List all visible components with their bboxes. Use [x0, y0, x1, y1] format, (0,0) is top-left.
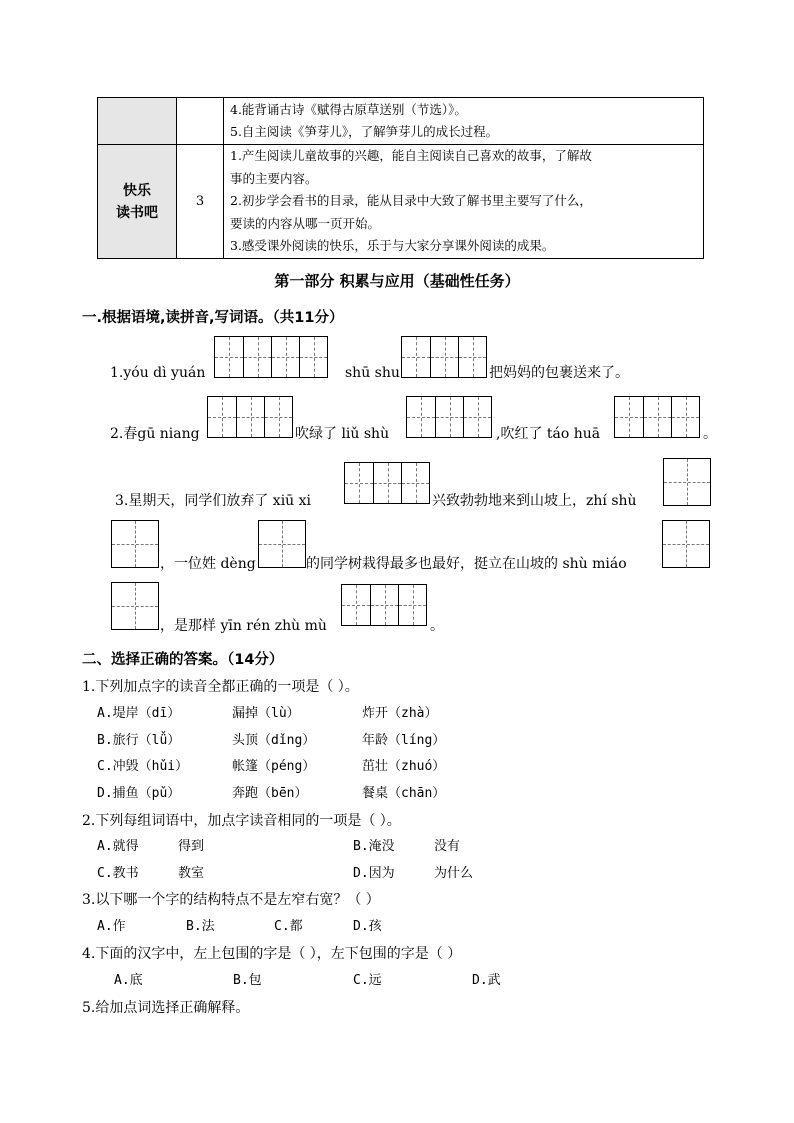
writing-grid-3[interactable] [344, 462, 430, 504]
grid-cell [342, 585, 370, 625]
goals-cell [224, 145, 704, 259]
option-text: C.教书 [97, 866, 139, 881]
hours-cell [177, 98, 224, 145]
grid-cell [430, 337, 458, 377]
question-2: 2.下列每组词语中，加点字读音相同的一项是（ ）。 [82, 813, 401, 829]
grid-cell [373, 463, 401, 503]
goal-line: 4.能背诵古诗《赋得古原草送别（节选）》。 [230, 101, 467, 117]
section2-heading: 二、选择正确的答案。（14分） [82, 652, 284, 668]
hours-cell [177, 145, 224, 259]
grid-cell [243, 337, 271, 377]
option-text: 教室 [178, 866, 205, 881]
grid-cell [271, 337, 299, 377]
option-text: 漏掉（lù） [232, 706, 300, 721]
grid-cell [259, 521, 305, 567]
q3-pinyin-4: 的同学树栽得最多也最好，挺立在山坡的 shù miáo [306, 556, 627, 572]
option-text: D.因为 [353, 866, 395, 881]
option-text: 餐桌（chān） [362, 786, 446, 801]
option-text: 茁壮（zhuó） [362, 759, 446, 774]
goal-line: 1.产生阅读儿童故事的兴趣，能自主阅读自己喜欢的故事，了解故 [230, 148, 592, 164]
question-4: 4.下面的汉字中，左上包围的字是（ ），左下包围的字是（ ） [82, 946, 462, 962]
grid-cell [615, 397, 643, 437]
option-text: D.捕鱼（pǔ） [97, 786, 181, 801]
grid-cell [215, 337, 243, 377]
option-text: 年龄（líng） [362, 733, 446, 748]
option-text: A.就得 [97, 839, 139, 854]
question-1: 1.下列加点字的读音全都正确的一项是（ ）。 [82, 679, 359, 695]
writing-grid-1[interactable] [111, 520, 159, 568]
grid-cell [112, 521, 158, 567]
option-text: D.孩 [353, 919, 382, 934]
section1-heading: 一.根据语境,读拼音,写词语。（共11分） [82, 310, 344, 326]
q1-pinyin-1: 1.yóu dì yuán [110, 365, 206, 381]
writing-grid-3[interactable] [401, 336, 487, 378]
category-label: 读书吧 [116, 204, 158, 221]
q1-pinyin-2: shū shu [345, 365, 400, 381]
grid-cell [370, 585, 398, 625]
grid-cell [671, 397, 699, 437]
option-text: A.作 [97, 919, 126, 934]
writing-grid-1[interactable] [663, 458, 711, 506]
grid-cell [398, 585, 426, 625]
q3-pinyin-3: ，一位姓 dèng [160, 556, 256, 572]
grid-cell [208, 397, 236, 437]
writing-grid-3[interactable] [207, 396, 293, 438]
grid-cell [345, 463, 373, 503]
option-text: 为什么 [434, 866, 474, 881]
grid-cell [112, 583, 158, 629]
part-title: 第一部分 积累与应用（基础性任务） [274, 272, 520, 290]
grid-cell [264, 397, 292, 437]
q2-pinyin-2: 吹绿了 liǔ shù [295, 426, 390, 442]
writing-grid-3[interactable] [406, 396, 492, 438]
writing-grid-3[interactable] [614, 396, 700, 438]
option-text: B.包 [233, 973, 262, 988]
grid-cell [664, 459, 710, 505]
grid-cell [407, 397, 435, 437]
goal-line: 3.感受课外阅读的快乐，乐于与大家分享课外阅读的成果。 [230, 238, 555, 254]
grid-cell [663, 521, 709, 567]
writing-grid-4[interactable] [214, 336, 328, 378]
option-text: B.淹没 [353, 839, 395, 854]
q3-pinyin-1: 3.星期天，同学们放弃了 xiū xi [115, 493, 312, 509]
category-label: 快乐 [123, 182, 151, 199]
category-cell [98, 145, 177, 259]
table-row [98, 145, 704, 259]
option-text: 得到 [178, 839, 205, 854]
curriculum-table [97, 97, 704, 259]
grid-cell [458, 337, 486, 377]
option-text: B.法 [186, 919, 215, 934]
grid-cell [299, 337, 327, 377]
option-text: 头顶（dǐng） [232, 733, 316, 748]
grid-cell [236, 397, 264, 437]
question-5: 5.给加点词选择正确解释。 [82, 1000, 250, 1016]
goal-line: 要读的内容从哪一页开始。 [230, 215, 381, 231]
grid-cell [402, 337, 430, 377]
grid-cell [643, 397, 671, 437]
option-text: A.底 [114, 973, 143, 988]
goal-line: 事的主要内容。 [230, 170, 318, 186]
option-text: 帐篷（péng） [232, 759, 316, 774]
q3-pinyin-5: ，是那样 yīn rén zhù mù [160, 618, 327, 634]
option-text: C.都 [274, 919, 303, 934]
q3-end: 。 [430, 618, 444, 634]
grid-cell [435, 397, 463, 437]
option-text: 炸开（zhà） [362, 706, 438, 721]
q2-pinyin-1: 2.春gū niang [110, 426, 200, 442]
goal-line: 2.初步学会看书的目录，能从目录中大致了解书里主要写了什么， [230, 193, 592, 209]
option-text: D.武 [472, 973, 501, 988]
q2-end: 。 [703, 426, 717, 442]
q3-pinyin-2: 兴致勃勃地来到山坡上，zhí shù [432, 493, 637, 509]
q2-pinyin-3: ,吹红了 táo huā [496, 426, 601, 442]
writing-grid-3[interactable] [341, 584, 427, 626]
option-text: 奔跑（bēn） [232, 786, 308, 801]
q1-text: 把妈妈的包裹送来了。 [489, 365, 629, 381]
grid-cell [463, 397, 491, 437]
option-text: C.冲毁（hǔi） [97, 759, 189, 774]
option-text: C.远 [353, 973, 382, 988]
option-text: B.旅行（lǚ） [97, 733, 181, 748]
table-row [98, 98, 704, 145]
writing-grid-1[interactable] [258, 520, 306, 568]
writing-grid-1[interactable] [111, 582, 159, 630]
writing-grid-1[interactable] [662, 520, 710, 568]
question-3: 3.以下哪一个字的结构特点不是左窄右宽？（ ） [82, 892, 380, 908]
category-cell [98, 98, 177, 145]
goals-cell [224, 98, 704, 145]
goal-line: 5.自主阅读《笋芽儿》，了解笋芽儿的成长过程。 [230, 124, 499, 139]
option-text: 没有 [434, 839, 461, 854]
option-text: A.堤岸（dī） [97, 706, 181, 721]
hours-label: 3 [195, 194, 205, 209]
grid-cell [401, 463, 429, 503]
